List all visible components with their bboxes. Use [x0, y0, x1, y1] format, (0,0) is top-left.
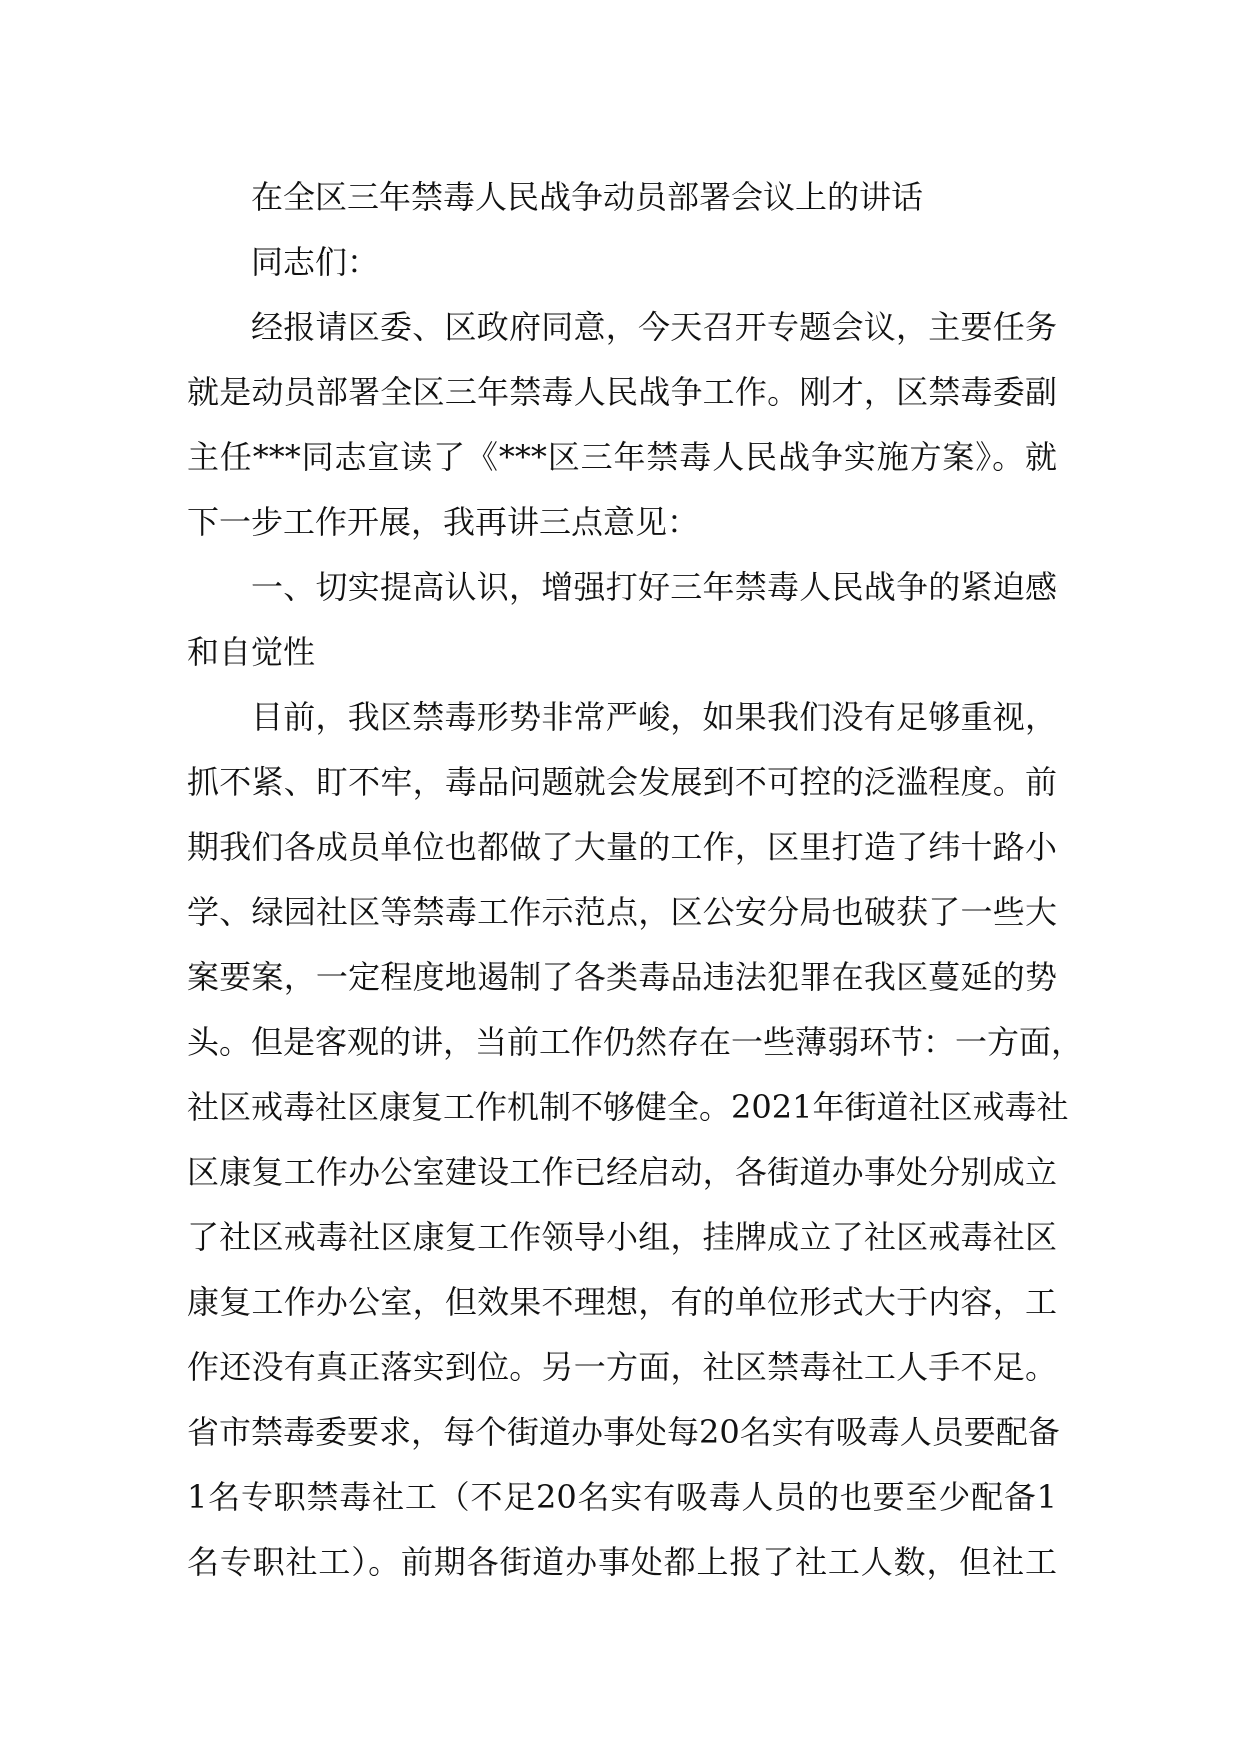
paragraph-line: 一、切实提高认识，增强打好三年禁毒人民战争的紧迫感 [251, 568, 1057, 606]
paragraph-line: 就是动员部署全区三年禁毒人民战争工作。刚才，区禁毒委副 [187, 373, 1057, 411]
paragraph-line: 了社区戒毒社区康复工作领导小组，挂牌成立了社区戒毒社区 [187, 1218, 1057, 1256]
paragraph-line: 经报请区委、区政府同意，今天召开专题会议，主要任务 [251, 308, 1057, 346]
paragraph-line: 区康复工作办公室建设工作已经启动，各街道办事处分别成立 [187, 1153, 1057, 1191]
paragraph-line: 和自觉性 [187, 633, 316, 671]
paragraph-line: 头。但是客观的讲，当前工作仍然存在一些薄弱环节：一方面， [187, 1023, 1084, 1061]
paragraph-line: 主任***同志宣读了《***区三年禁毒人民战争实施方案》。就 [187, 438, 1057, 476]
paragraph-line: 案要案，一定程度地遏制了各类毒品违法犯罪在我区蔓延的势 [187, 958, 1057, 996]
salutation: 同志们： [251, 243, 380, 281]
section-heading-1 [187, 555, 1057, 685]
paragraph-line: 名专职社工）。前期各街道办事处都上报了社工人数，但社工 [187, 1543, 1057, 1581]
paragraph-1 [187, 295, 1057, 555]
paragraph-line: 目前，我区禁毒形势非常严峻，如果我们没有足够重视， [251, 698, 1057, 736]
paragraph-line: 康复工作办公室，但效果不理想，有的单位形式大于内容，工 [187, 1283, 1057, 1321]
paragraph-line: 抓不紧、盯不牢，毒品问题就会发展到不可控的泛滥程度。前 [187, 763, 1057, 801]
paragraph-3 [187, 685, 1084, 1595]
paragraph-line: 1名专职禁毒社工（不足20名实有吸毒人员的也要至少配备1 [187, 1478, 1057, 1516]
paragraph-line: 期我们各成员单位也都做了大量的工作，区里打造了纬十路小 [187, 828, 1057, 866]
paragraph-line: 作还没有真正落实到位。另一方面，社区禁毒社工人手不足。 [187, 1348, 1057, 1386]
paragraph-line: 学、绿园社区等禁毒工作示范点，区公安分局也破获了一些大 [187, 893, 1057, 931]
paragraph-line: 省市禁毒委要求，每个街道办事处每20名实有吸毒人员要配备 [187, 1413, 1060, 1451]
paragraph-line: 社区戒毒社区康复工作机制不够健全。2021年街道社区戒毒社 [187, 1088, 1069, 1126]
paragraph-line: 下一步工作开展，我再讲三点意见： [187, 503, 700, 541]
document-title: 在全区三年禁毒人民战争动员部署会议上的讲话 [251, 178, 924, 216]
document-body [187, 165, 1084, 1595]
